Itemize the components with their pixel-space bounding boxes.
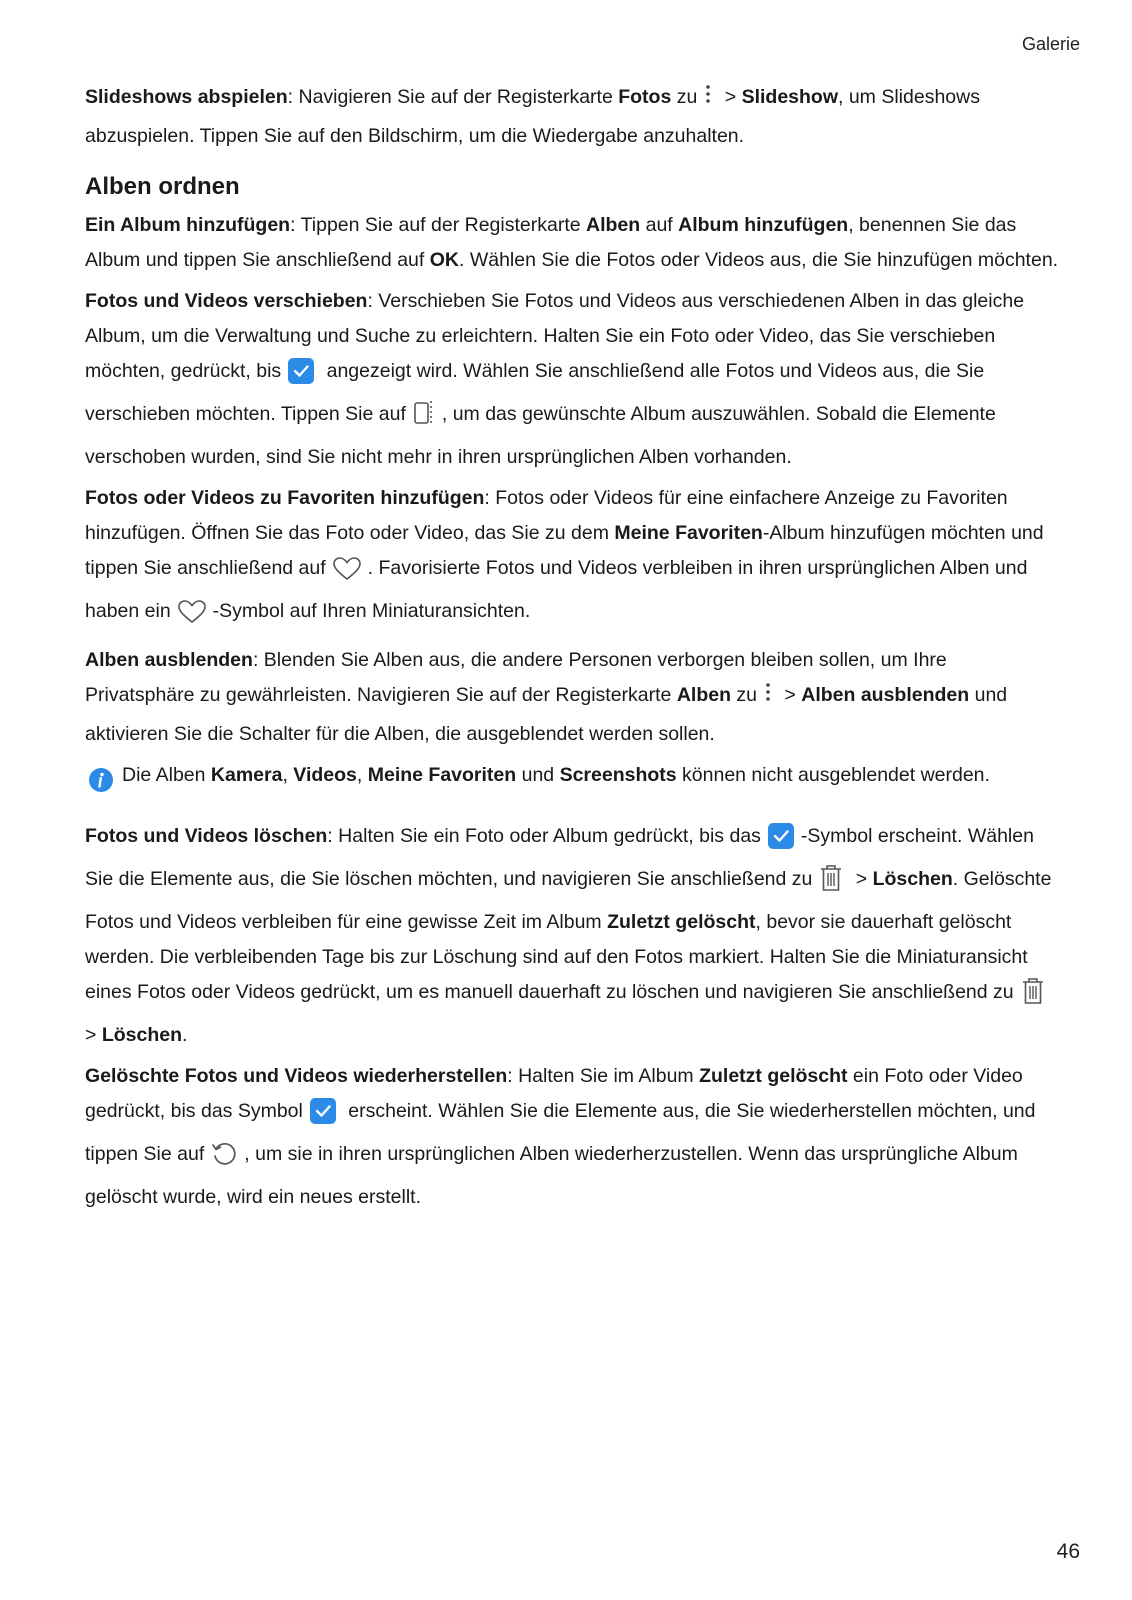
heart-icon bbox=[177, 599, 207, 637]
page-content bbox=[85, 80, 1060, 1221]
paragraph-slideshows: Slideshows abspielen: Navigieren Sie auf der Registerkarte Fotos zu > Slideshow, um Slideshows abzuspielen. Tippen Sie auf den Bildschirm, um die Wiedergabe anzuhalten. bbox=[85, 80, 1060, 154]
paragraph-restore: Gelöschte Fotos und Videos wiederherstellen: Halten Sie im Album Zuletzt gelöscht ein Foto oder Video gedrückt, bis das Symbol erscheint. Wählen Sie die Elemente aus, die Sie wiederherstellen möchten, und tippen Sie auf , um sie in ihren ursprünglichen Alben wiederherzustellen. Wenn das ursprüngliche Album gelöscht wurde, wird ein neues erstellt. bbox=[85, 1065, 1036, 1208]
move-to-album-icon bbox=[412, 398, 436, 440]
paragraph-add-album: Ein Album hinzufügen: Tippen Sie auf der Registerkarte Alben auf Album hinzufügen, benennen Sie das Album und tippen Sie anschließend auf OK. Wählen Sie die Fotos oder Videos aus, die Sie hinzufügen möchten. bbox=[85, 214, 1059, 271]
info-icon bbox=[88, 767, 114, 805]
paragraph-favorites: Fotos oder Videos zu Favoriten hinzufügen: Fotos oder Videos für eine einfachere Anzeige zu Favoriten hinzufügen. Öffnen Sie das Foto oder Video, das Sie zu dem Meine Favoriten-Album hinzufügen möchten und tippen Sie anschließend auf . Favorisierte Fotos und Videos verbleiben in ihren ursprünglichen Alben und haben ein -Symbol auf Ihren Miniaturansichten. bbox=[85, 481, 1060, 637]
page-number: 46 bbox=[1056, 1540, 1080, 1563]
checkbox-checked-icon bbox=[767, 822, 795, 862]
more-vertical-icon bbox=[763, 681, 773, 717]
note-text: Die Alben Kamera, Videos, Meine Favoriten und Screenshots können nicht ausgeblendet werden. bbox=[122, 764, 990, 786]
restore-icon bbox=[210, 1140, 238, 1180]
paragraph-delete: Fotos und Videos löschen: Halten Sie ein Foto oder Album gedrückt, bis das -Symbol erscheint. Wählen Sie die Elemente aus, die Sie löschen möchten, und navigieren Sie anschließend zu > Löschen. Gelöschte Fotos und Videos verbleiben für eine gewisse Zeit im Album Zuletzt gelöscht, bevor sie dauerhaft gelöscht werden. Die verbleibenden Tage bis zur Löschung sind auf den Fotos markiert. Halten Sie die Miniaturansicht eines Fotos oder Videos gedrückt, um es manuell dauerhaft zu löschen und navigieren Sie anschließend zu > Löschen. bbox=[85, 819, 1060, 1053]
heart-icon bbox=[332, 556, 362, 594]
trash-icon bbox=[818, 863, 844, 905]
more-vertical-icon bbox=[703, 83, 713, 119]
info-note bbox=[85, 758, 1060, 805]
checkbox-checked-icon bbox=[287, 357, 315, 397]
paragraph-move: Fotos und Videos verschieben: Verschieben Sie Fotos und Videos aus verschiedenen Alben in das gleiche Album, um die Verwaltung und Suche zu erleichtern. Halten Sie ein Foto oder Video, das Sie verschieben möchten, gedrückt, bis angezeigt wird. Wählen Sie anschließend alle Fotos und Videos aus, die Sie verschieben möchten. Tippen Sie auf , um das gewünschte Album auszuwählen. Sobald die Elemente verschoben wurden, sind Sie nicht mehr in ihren ursprünglichen Alben vorhanden. bbox=[85, 290, 1025, 468]
paragraph-hide-albums: Alben ausblenden: Blenden Sie Alben aus, die andere Personen verborgen bleiben sollen, um Ihre Privatsphäre zu gewährleisten. Navigieren Sie auf der Registerkarte Alben zu > Alben ausblenden und aktivieren Sie die Schalter für die Alben, die ausgeblendet werden sollen. bbox=[85, 649, 1008, 745]
trash-icon bbox=[1020, 976, 1046, 1018]
checkbox-checked-icon bbox=[309, 1097, 337, 1137]
running-header: Galerie bbox=[1021, 34, 1080, 54]
section-heading: Alben ordnen bbox=[85, 173, 240, 200]
